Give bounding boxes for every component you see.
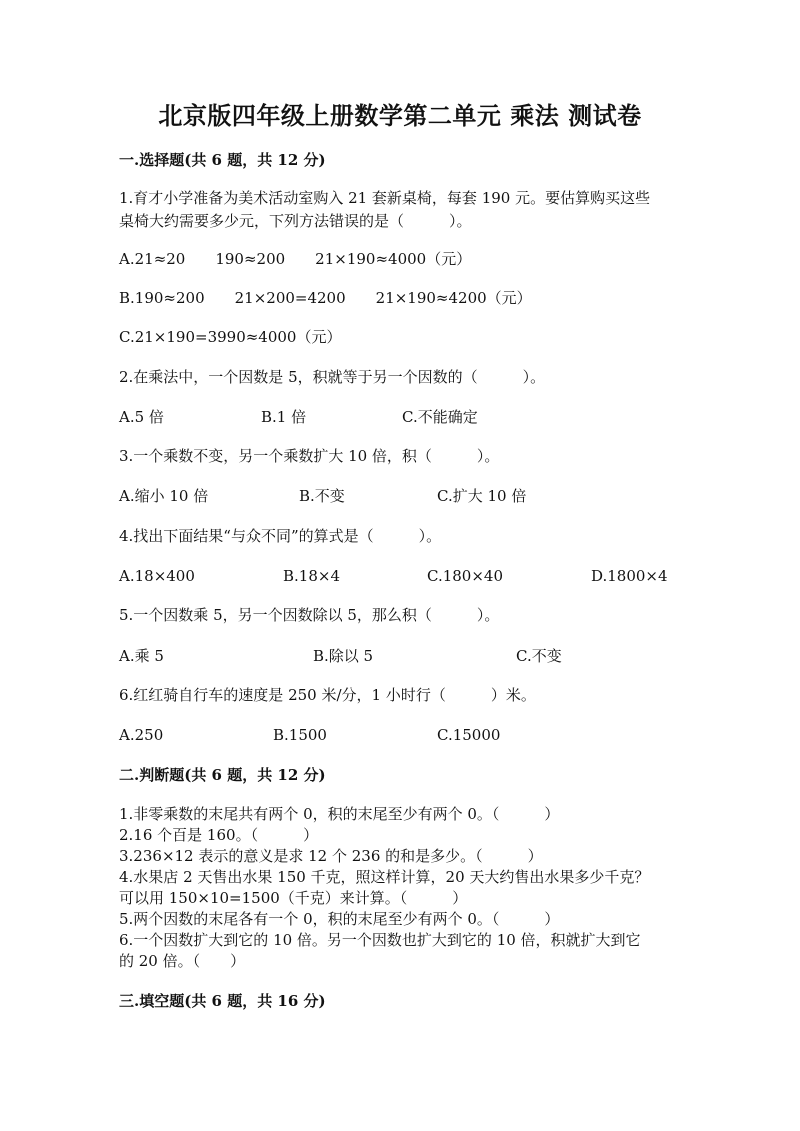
question-6-option-a: A.250 [119,726,164,744]
question-3-option-a: A.缩小 10 倍 [119,487,209,505]
question-4-option-c: C.180×40 [427,567,503,585]
section-1-heading: 一.选择题(共 6 题，共 12 分) [119,151,326,169]
judgment-6-line-1: 6.一个因数扩大到它的 10 倍。另一个因数也扩大到它的 10 倍，积就扩大到它 [119,931,641,949]
question-5-option-c: C.不变 [516,647,562,665]
question-1-option-a: A.21≈20 190≈200 21×190≈4000（元） [119,250,472,268]
question-6-option-c: C.15000 [437,726,501,744]
question-2: 2.在乘法中，一个因数是 5，积就等于另一个因数的（ ）。 [119,368,546,386]
question-6-option-b: B.1500 [273,726,327,744]
judgment-1: 1.非零乘数的末尾共有两个 0，积的末尾至少有两个 0。（ ） [119,805,560,823]
question-1-line-1: 1.育才小学准备为美术活动室购入 21 套新桌椅，每套 190 元。要估算购买这些 [119,189,651,207]
question-5-option-a: A.乘 5 [119,647,164,665]
judgment-6-line-2: 的 20 倍。（ ） [119,952,246,970]
question-2-option-b: B.1 倍 [261,408,307,426]
question-4-option-d: D.1800×4 [591,567,668,585]
page-title: 北京版四年级上册数学第二单元 乘法 测试卷 [158,101,642,130]
section-3-heading: 三.填空题(共 6 题，共 16 分) [119,992,326,1010]
judgment-2: 2.16 个百是 160。（ ） [119,826,319,844]
judgment-5: 5.两个因数的末尾各有一个 0，积的末尾至少有两个 0。（ ） [119,910,560,928]
question-3-option-b: B.不变 [299,487,345,505]
question-3-option-c: C.扩大 10 倍 [437,487,527,505]
question-1-option-b: B.190≈200 21×200=4200 21×190≈4200（元） [119,289,532,307]
judgment-3: 3.236×12 表示的意义是求 12 个 236 的和是多少。（ ） [119,847,543,865]
question-1-line-2: 桌椅大约需要多少元，下列方法错误的是（ ）。 [119,212,472,230]
judgment-4-line-1: 4.水果店 2 天售出水果 150 千克，照这样计算，20 天大约售出水果多少千克？ [119,868,650,886]
question-3: 3.一个乘数不变，另一个乘数扩大 10 倍，积（ ）。 [119,447,500,465]
question-2-option-a: A.5 倍 [119,408,164,426]
question-5: 5.一个因数乘 5，另一个因数除以 5，那么积（ ）。 [119,606,500,624]
section-2-heading: 二.判断题(共 6 题，共 12 分) [119,766,326,784]
question-1-option-c: C.21×190=3990≈4000（元） [119,328,342,346]
question-5-option-b: B.除以 5 [313,647,374,665]
question-6: 6.红红骑自行车的速度是 250 米/分，1 小时行（ ）米。 [119,686,536,704]
question-4: 4.找出下面结果“与众不同”的算式是（ ）。 [119,527,442,545]
judgment-4-line-2: 可以用 150×10=1500（千克）来计算。（ ） [119,889,468,907]
question-4-option-b: B.18×4 [283,567,340,585]
question-4-option-a: A.18×400 [119,567,195,585]
question-2-option-c: C.不能确定 [402,408,478,426]
